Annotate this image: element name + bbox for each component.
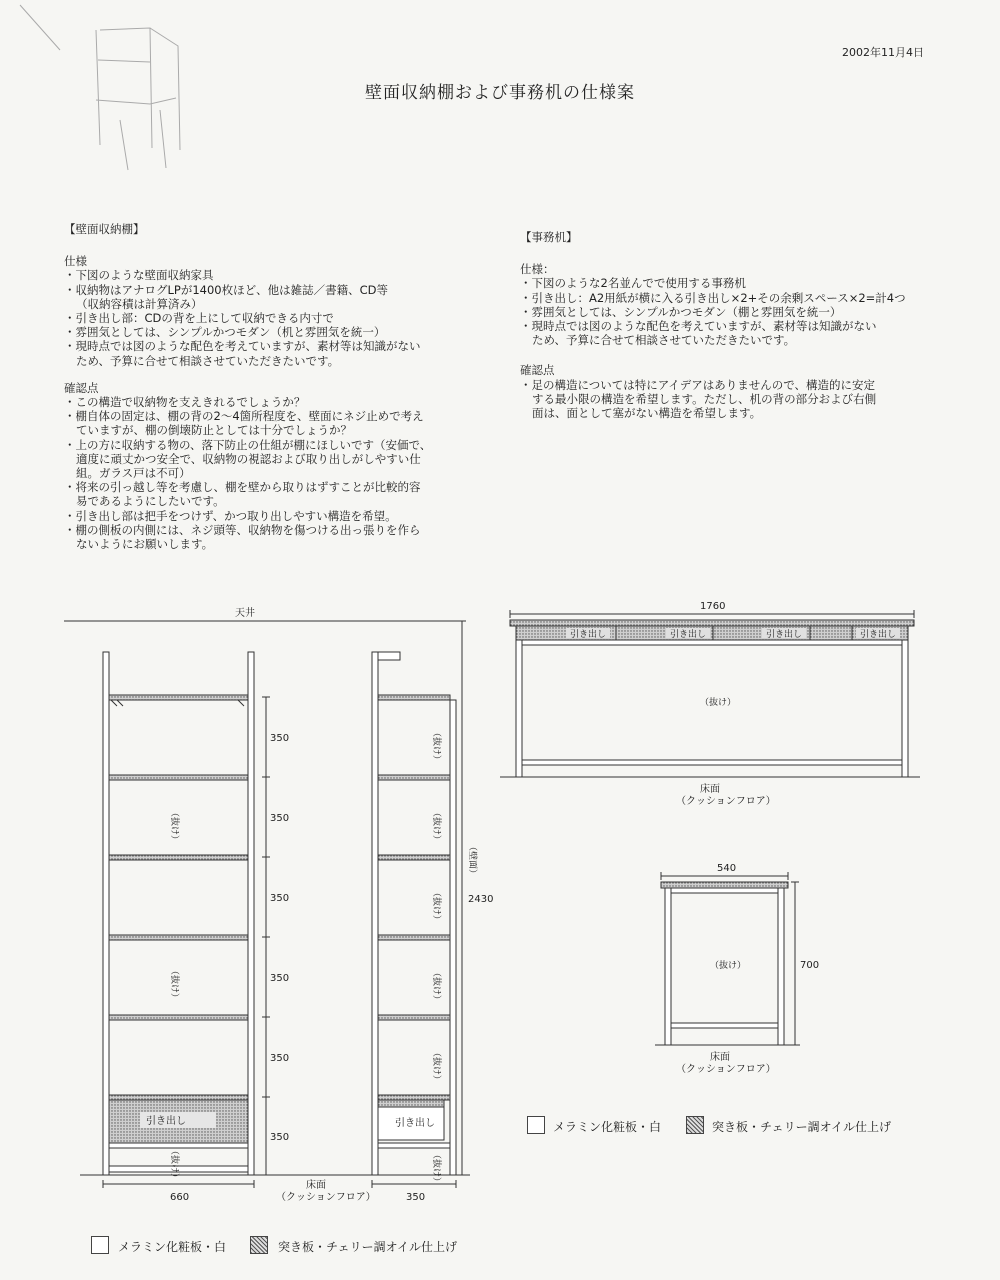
document-date: 2002年11月4日 [842, 46, 924, 59]
pencil-sketch [20, 5, 180, 170]
list-item: ・足の構造については特にアイデアはありませんので、構造的に安定 [520, 377, 876, 392]
shelf-height-dim: 350 [270, 1132, 290, 1143]
desk-spec-heading: 仕様： [520, 262, 555, 277]
wall-label: （壁面） [467, 842, 477, 879]
shelf-spec-heading: 仕様 [64, 254, 87, 269]
list-item: ・下図のような壁面収納家具 [64, 268, 214, 283]
list-item: （収納容積は計算済み） [76, 296, 203, 311]
list-item: ・現時点では図のような配色を考えていますが、素材等は知識がない [64, 339, 421, 354]
legend-swatch-white [527, 1116, 545, 1134]
shelf-height-dim: 350 [270, 973, 290, 984]
shelf-heading: 【壁面収納棚】 [64, 222, 145, 236]
legend-label-cherry: 突き板・チェリー調オイル仕上げ [278, 1240, 458, 1254]
drawer-label: 引き出し [146, 1116, 186, 1127]
desk-height-dim: 700 [800, 960, 820, 971]
desk-front-view [500, 601, 920, 807]
open-label: （抜け） [169, 808, 179, 845]
list-item: 適度に頑丈かつ安全で、収納物の視認および取り出しがしやすい仕 [76, 451, 421, 466]
legend-label-white: メラミン化粧板・白 [118, 1240, 227, 1254]
desk-width-dim: 1760 [700, 601, 726, 612]
desk-check-heading: 確認点 [520, 363, 555, 378]
open-label: （抜け） [169, 966, 179, 1003]
shelf-height-dim: 350 [270, 733, 290, 744]
list-item: ・上の方に収納する物の、落下防止の仕組が棚にほしいです（安価で、 [64, 437, 432, 452]
desk-depth-dim: 540 [717, 863, 737, 874]
shelf-height-dim: 350 [270, 1053, 290, 1064]
list-item: 面は、面として塞がない構造を希望します。 [532, 406, 762, 421]
floor-label: 床面 [710, 1052, 730, 1063]
list-item: ・下図のような2名並んでで使用する事務机 [520, 276, 746, 291]
list-item: ・この構造で収納物を支えきれるでしょうか？ [64, 395, 306, 410]
floor-label: 床面 [700, 784, 720, 795]
list-item: する最小限の構造を希望します。ただし、机の背の部分および右側 [532, 391, 877, 406]
document-title: 壁面収納棚および事務机の仕様案 [365, 83, 635, 103]
open-label: （抜け） [431, 808, 441, 845]
drawer-label: 引き出し [395, 1118, 435, 1129]
list-item: 易であるようにしたいです。 [76, 494, 225, 509]
list-item: ないようにお願いします。 [76, 537, 214, 552]
legend-swatch-white [91, 1236, 109, 1254]
shelf-side-view [372, 621, 493, 1203]
list-item: ・収納物はアナログLPが1400枚ほど、他は雑誌／書籍、CD等 [64, 282, 388, 297]
open-label: （抜け） [431, 968, 441, 1005]
open-label: （抜け） [431, 1150, 441, 1187]
list-item: ・引き出し部は把手をつけず、かつ取り出しやすい構造を希望。 [64, 508, 397, 523]
floor-sub-label: （クッションフロア） [276, 1192, 376, 1203]
open-label: （抜け） [431, 1048, 441, 1085]
list-item: ため、予算に合せて相談させていただきたいです。 [76, 353, 340, 368]
list-item: ・引き出し：A2用紙が横に入る引き出し×2+その余剰スペース×2=計4つ [520, 290, 906, 305]
shelf-width-dim: 660 [170, 1192, 190, 1203]
open-label: （抜け） [710, 961, 747, 971]
shelf-height-dim: 350 [270, 813, 290, 824]
list-item: ・引き出し部：CDの背を上にして収納できる内寸で [64, 311, 334, 326]
desk-heading: 【事務机】 [520, 230, 578, 244]
floor-label: 床面 [306, 1180, 326, 1191]
open-label: （抜け） [169, 1146, 179, 1183]
open-label: （抜け） [431, 888, 441, 925]
list-item: 組。ガラス戸は不可） [76, 466, 191, 481]
list-item: ・雰囲気としては、シンプルかつモダン（棚と雰囲気を統一） [520, 304, 842, 319]
side-width-dim: 350 [406, 1192, 426, 1203]
total-height-dim: 2430 [468, 894, 494, 905]
shelf-check-heading: 確認点 [64, 380, 99, 395]
list-item: ・棚の側板の内側には、ネジ頭等、収納物を傷つける出っ張りを作ら [64, 522, 421, 537]
list-item: ・棚自体の固定は、棚の背の2〜4箇所程度を、壁面にネジ止めで考え [64, 409, 424, 424]
list-item: ・雰囲気としては、シンプルかつモダン（机と雰囲気を統一） [64, 325, 386, 340]
list-item: ていますが、棚の倒壊防止としては十分でしょうか？ [76, 423, 352, 438]
floor-sub-label: （クッションフロア） [676, 1064, 776, 1075]
drawer-label: 引き出し [670, 630, 707, 640]
list-item: ・将来の引っ越し等を考慮し、棚を壁から取りはずすことが比較的容 [64, 480, 421, 495]
drawer-label: 引き出し [570, 630, 607, 640]
open-label: （抜け） [700, 698, 737, 708]
floor-sub-label: （クッションフロア） [676, 796, 776, 807]
open-label: （抜け） [431, 728, 441, 765]
list-item: ・現時点では図のような配色を考えていますが、素材等は知識がない [520, 319, 877, 334]
ceiling-label: 天井 [235, 608, 255, 619]
legend-label-cherry: 突き板・チェリー調オイル仕上げ [712, 1120, 892, 1134]
legend-label-white: メラミン化粧板・白 [553, 1120, 662, 1134]
legend-swatch-cherry [686, 1116, 704, 1134]
legend-swatch-cherry [250, 1236, 268, 1254]
drawer-label: 引き出し [860, 630, 897, 640]
shelf-height-dim: 350 [270, 893, 290, 904]
list-item: ため、予算に合せて相談させていただきたいです。 [532, 333, 796, 348]
drawer-label: 引き出し [766, 630, 803, 640]
desk-side-view [655, 863, 819, 1075]
